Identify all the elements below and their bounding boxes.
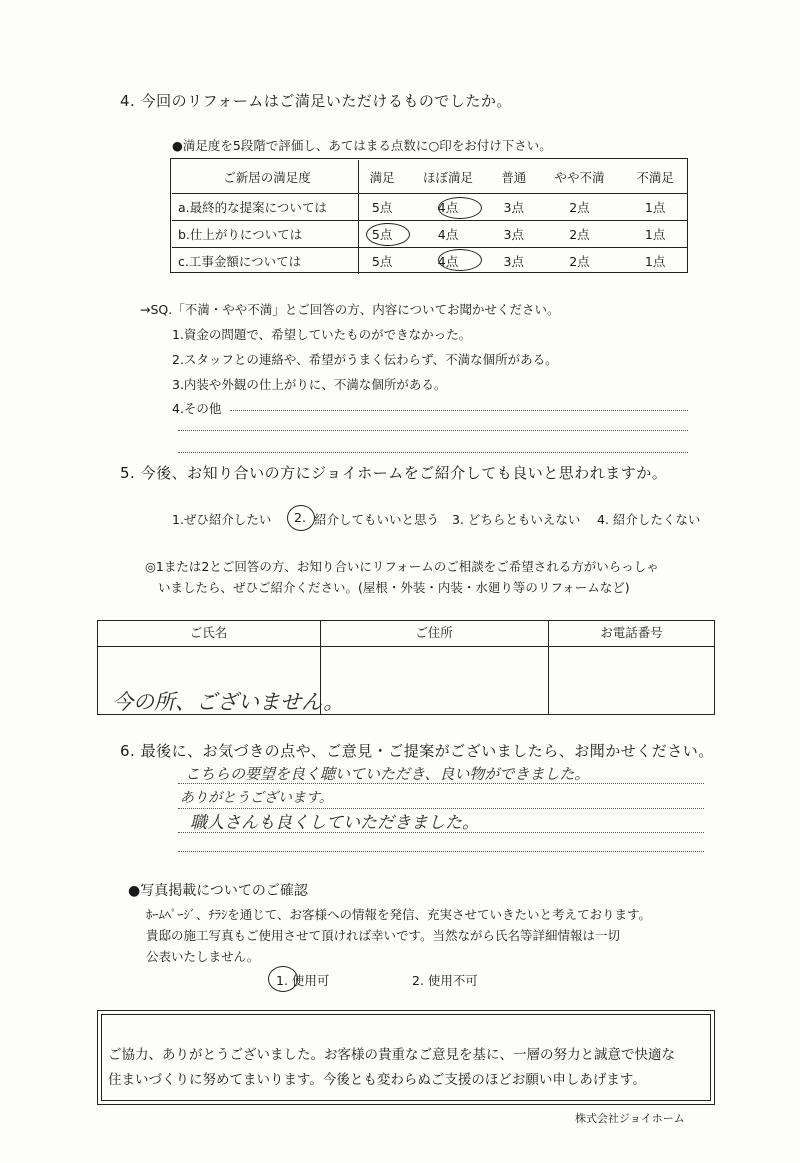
table-header-cell: 不満足 [636, 169, 674, 185]
score-cell[interactable]: 4点 [405, 248, 491, 275]
row-label: b.仕上がりについては [172, 221, 359, 248]
comment-line[interactable] [178, 851, 704, 852]
comment-handwriting-2: ありがとうございます。 [180, 790, 333, 806]
answer-circle-q5 [287, 505, 315, 531]
table-header-cell: 普通 [501, 169, 527, 185]
other-line[interactable] [230, 410, 688, 411]
referral-header-divider [97, 646, 715, 647]
photo-title: ●写真掲載についてのご確認 [128, 883, 308, 899]
q4-instruction: ●満足度を5段階で評価し、あてはまる点数に○印をお付け下さい。 [172, 138, 552, 153]
q5-note-line1: ◎1または2とご回答の方、お知り合いにリフォームのご相談をご希望される方がいらっしゃ [145, 559, 659, 574]
q5-option-1[interactable]: 1.ぜひ紹介したい [172, 512, 272, 527]
score-cell[interactable]: 3点 [491, 221, 537, 248]
answer-circle-c [438, 249, 482, 271]
table-row [172, 221, 688, 248]
answer-circle-a [438, 197, 482, 219]
referral-header-phone: お電話番号 [600, 625, 663, 640]
score-cell[interactable]: 2点 [537, 194, 623, 221]
table-header-cell: ほぼ満足 [422, 169, 473, 185]
comment-handwriting-1: こちらの要望を良く聴いていただき、良い物ができました。 [185, 765, 590, 783]
photo-option-use-ng[interactable]: 2. 使用不可 [412, 973, 478, 988]
q6-title: 6. 最後に、お気づきの点や、ご意見・ご提案がございましたら、お聞かせください。 [120, 742, 714, 760]
referral-handwriting: 今の所、ございません。 [112, 690, 345, 714]
score-cell[interactable]: 5点 [359, 194, 406, 221]
q5-option-2[interactable]: 紹介してもいいと思う [314, 512, 440, 527]
score-cell[interactable]: 4点 [405, 221, 491, 248]
other-line[interactable] [178, 452, 688, 453]
photo-option-use-ok[interactable]: 1. 使用可 [276, 973, 330, 988]
other-line[interactable] [178, 430, 688, 431]
table-header-cell: ご新居の満足度 [172, 160, 359, 194]
sq-option-2[interactable]: 2.スタッフとの連絡や、希望がうまく伝わらず、不満な個所がある。 [172, 352, 558, 367]
thanks-line1: ご協力、ありがとうございました。お客様の貴重なご意見を基に、一層の努力と誠意で快適な [108, 1047, 675, 1063]
q5-title: 5. 今後、お知り合いの方にジョイホームをご紹介しても良いと思われますか。 [120, 464, 668, 482]
score-cell[interactable]: 3点 [491, 248, 537, 275]
q5-option-2-num[interactable]: 2. [294, 510, 306, 525]
table-header-cell: 満足 [369, 169, 395, 185]
referral-header-name: ご氏名 [189, 625, 228, 640]
q5-option-3[interactable]: 3. どちらともいえない [452, 512, 581, 527]
sq-option-3[interactable]: 3.内装や外観の仕上がりに、不満な個所がある。 [172, 377, 447, 392]
sq-option-4[interactable]: 4.その他 [172, 401, 222, 416]
q5-option-4[interactable]: 4. 紹介したくない [597, 512, 701, 527]
score-cell[interactable]: 1点 [622, 248, 688, 275]
referral-header-address: ご住所 [415, 625, 453, 640]
row-label: c.工事金額については [172, 248, 359, 275]
photo-body-line2: 貴邸の施工写真もご使用させて頂ければ幸いです。当然ながら氏名等詳細情報は一切 [146, 928, 621, 943]
sq-title: →SQ.「不満・やや不満」とご回答の方、内容についてお聞かせください。 [140, 302, 560, 317]
score-cell[interactable]: 5点 [359, 221, 406, 248]
satisfaction-table [172, 160, 688, 274]
thanks-line2: 住まいづくりに努めてまいります。今後とも変わらぬご支援のほどお願い申しあげます。 [108, 1072, 646, 1088]
table-header-row [172, 160, 688, 194]
score-cell[interactable]: 1点 [622, 194, 688, 221]
q4-title: 4. 今回のリフォームはご満足いただけるものでしたか。 [120, 92, 512, 110]
company-name: 株式会社ジョイホーム [575, 1112, 685, 1125]
answer-circle-b [366, 223, 410, 246]
table-row [172, 194, 688, 221]
score-cell[interactable]: 2点 [537, 248, 623, 275]
table-row [172, 248, 688, 275]
photo-body-line1: ﾎｰﾑﾍﾟｰｼﾞ、ﾁﾗｼを通じて、お客様への情報を発信、充実させていきたいと考えております。 [146, 907, 652, 922]
score-cell[interactable]: 4点 [405, 194, 491, 221]
score-cell[interactable]: 2点 [537, 221, 623, 248]
table-header-cell: やや不満 [554, 169, 605, 185]
score-cell[interactable]: 3点 [491, 194, 537, 221]
score-cell[interactable]: 5点 [359, 248, 406, 275]
photo-body-line3: 公表いたしません。 [146, 949, 260, 964]
q5-note-line2: いましたら、ぜひご紹介ください。(屋根・外装・内装・水廻り等のリフォームなど) [158, 580, 630, 595]
sq-option-1[interactable]: 1.資金の問題で、希望していたものができなかった。 [172, 327, 472, 342]
row-label: a.最終的な提案については [172, 194, 359, 221]
comment-handwriting-3: 職人さんも良くしていただきました。 [190, 813, 479, 833]
score-cell[interactable]: 1点 [622, 221, 688, 248]
